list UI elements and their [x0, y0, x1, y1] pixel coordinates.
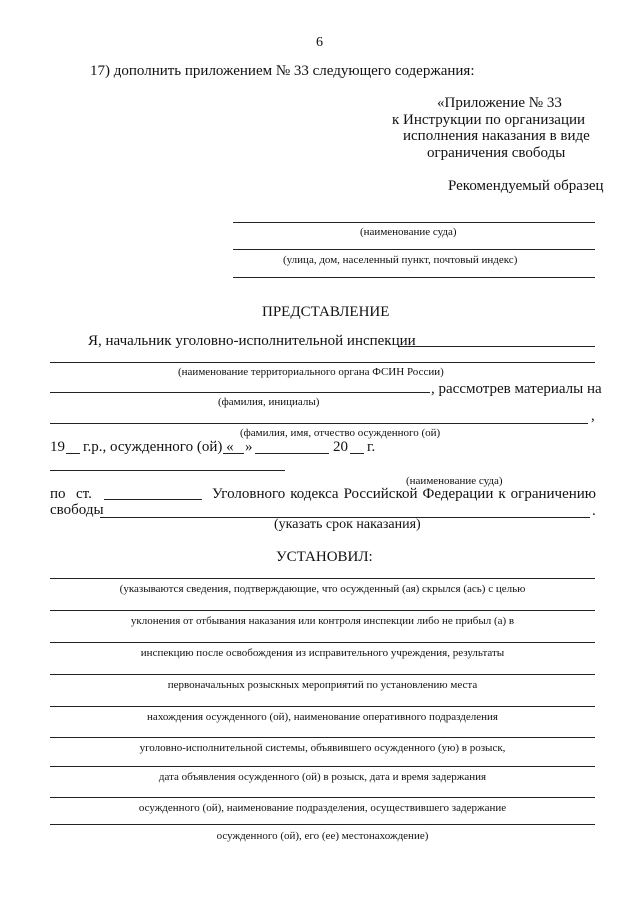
court-address-line: [233, 249, 595, 250]
content-line-2: [50, 610, 595, 611]
sample-label: Рекомендуемый образец: [448, 178, 604, 194]
content-line-6: [50, 737, 595, 738]
reviewed-text: , рассмотрев материалы на: [431, 381, 602, 397]
organ-hint: (наименование территориального органа ФСИН России): [178, 366, 444, 378]
appendix-line-2: к Инструкции по организации: [392, 112, 586, 128]
freedom-text: свободы: [50, 502, 104, 518]
instruction-line-2: уклонения от отбывания наказания или контроля инспекции либо не прибыл (а) в: [130, 615, 515, 627]
appendix-line-3: исполнения наказания в виде: [403, 128, 590, 144]
content-line-7: [50, 766, 595, 767]
po-text: по: [50, 486, 66, 502]
quote-close: »: [245, 439, 253, 455]
month-blank: [255, 453, 329, 454]
page-number: 6: [316, 35, 323, 50]
article-text: Уголовного кодекса Российской Федерации к ограничению: [212, 486, 596, 502]
appendix-line-4: ограничения свободы: [427, 145, 566, 161]
year20-blank: [350, 453, 364, 454]
content-line-8: [50, 797, 595, 798]
day-blank: [223, 453, 244, 454]
court-hint: (наименование суда): [406, 475, 503, 487]
instruction-line-7: дата объявления осужденного (ой) в розыск, дата и время задержания: [158, 771, 487, 783]
year-20: 20: [333, 439, 348, 455]
term-dot: .: [592, 503, 596, 519]
court-name-line: [233, 222, 595, 223]
intro-text: 17) дополнить приложением № 33 следующего содержания:: [90, 63, 475, 79]
content-line-5: [50, 706, 595, 707]
body-line-1: Я, начальник уголовно-исполнительной инспекции: [88, 333, 416, 349]
year-prefix: 19: [50, 439, 65, 455]
year-suffix: г.: [367, 439, 376, 455]
term-hint: (указать срок наказания): [274, 517, 421, 532]
content-line-3: [50, 642, 595, 643]
organ-line: [50, 362, 595, 363]
fio-line: [50, 423, 588, 424]
birth-text: г.р., осужденного (ой) «: [83, 439, 234, 455]
article-blank: [104, 499, 202, 500]
content-line-1: [50, 578, 595, 579]
instruction-line-3: инспекцию после освобождения из исправительного учреждения, результаты: [140, 647, 505, 659]
court-address-hint: (улица, дом, населенный пункт, почтовый индекс): [283, 254, 518, 266]
content-line-9: [50, 824, 595, 825]
court-extra-line: [233, 277, 595, 278]
inspection-line: [398, 346, 595, 347]
year-blank: [66, 453, 80, 454]
instruction-line-1: (указываются сведения, подтверждающие, что осужденный (ая) скрылся (ась) с целью: [119, 583, 526, 595]
instruction-line-9: осужденного (ой), его (ее) местонахождение): [216, 830, 429, 842]
court-short-line: [50, 470, 285, 471]
established-heading: УСТАНОВИЛ:: [276, 549, 373, 565]
court-name-hint: (наименование суда): [360, 226, 457, 238]
instruction-line-6: уголовно-исполнительной системы, объявившего осужденного (ую) в розыск,: [139, 742, 506, 754]
st-text: ст.: [76, 486, 92, 502]
initials-hint: (фамилия, инициалы): [218, 396, 320, 408]
appendix-line-1: «Приложение № 33: [437, 95, 562, 111]
content-line-4: [50, 674, 595, 675]
reviewer-line: [50, 392, 430, 393]
instruction-line-5: нахождения осужденного (ой), наименование оперативного подразделения: [147, 711, 498, 723]
instruction-line-4: первоначальных розыскных мероприятий по установлению места: [167, 679, 478, 691]
instruction-line-8: осужденного (ой), наименование подразделения, осуществившего задержание: [138, 802, 507, 814]
document-title: ПРЕДСТАВЛЕНИЕ: [262, 304, 390, 320]
fio-hint: (фамилия, имя, отчество осужденного (ой): [240, 427, 441, 439]
fio-comma: ,: [591, 408, 595, 424]
